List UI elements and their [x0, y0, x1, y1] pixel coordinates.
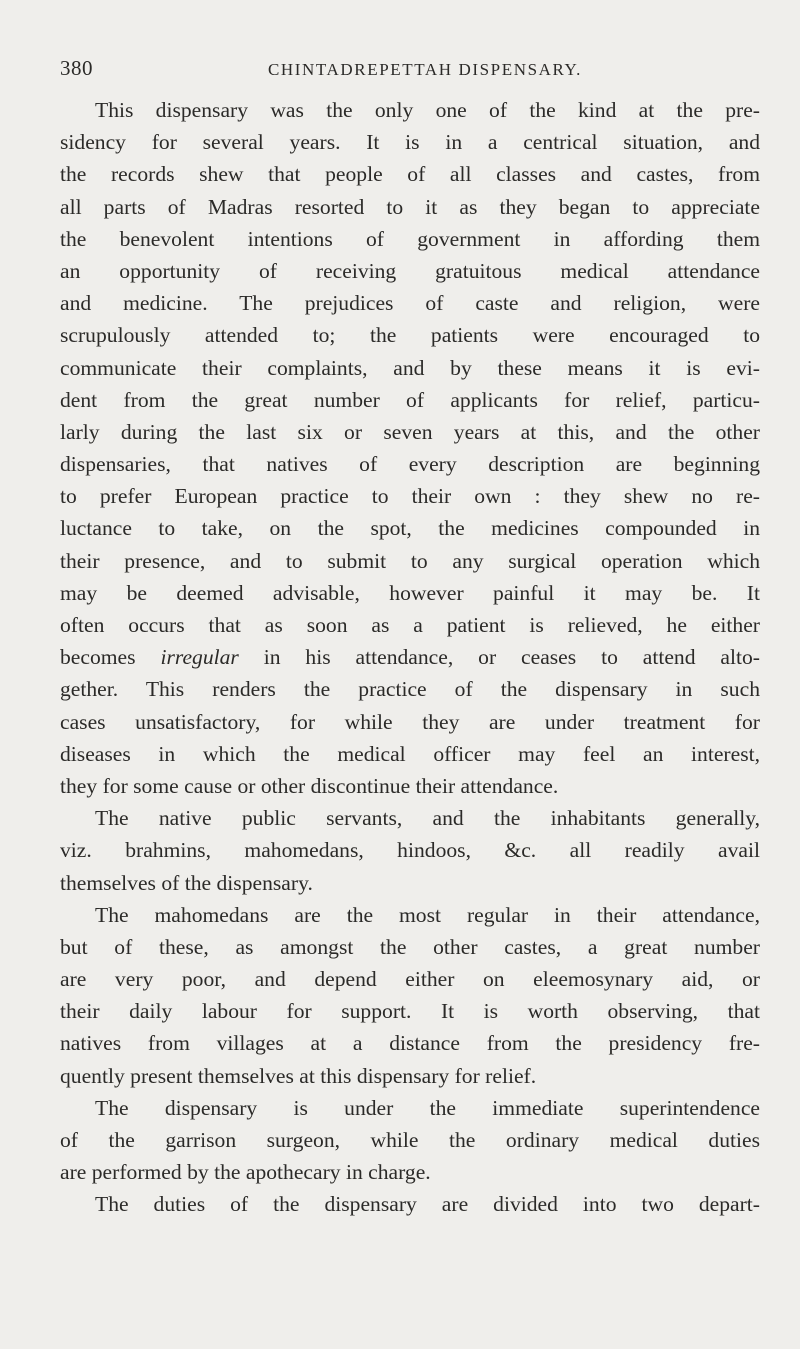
- text-line: The native public servants, and the inhabitants generally,: [95, 806, 760, 831]
- text-line: of the garrison surgeon, while the ordinary medical duties: [60, 1128, 760, 1152]
- text-line: quently present themselves at this dispensary for relief.: [60, 1063, 537, 1088]
- body-text: [60, 94, 760, 1221]
- text-line: the records shew that people of all classes and castes, from: [60, 162, 760, 187]
- text-line: dent from the great number of applicants for relief, particu-: [60, 387, 760, 412]
- text-line: The duties of the dispensary are divided into two depart-: [95, 1192, 760, 1217]
- text-line: gether. This renders the practice of the dispensary in such: [60, 677, 760, 702]
- text-line: an opportunity of receiving gratuitous medical attendance: [60, 258, 760, 283]
- text-line: and medicine. The prejudices of caste and religion, were: [60, 291, 760, 316]
- text-segment: becomes: [60, 645, 161, 670]
- page-header: [60, 56, 760, 86]
- text-line: themselves of the dispensary.: [60, 870, 313, 895]
- text-line: larly during the last six or seven years at this, and the other: [60, 419, 760, 444]
- text-line: the benevolent intentions of government in affording them: [60, 226, 760, 251]
- text-line: all parts of Madras resorted to it as they began to appreciate: [60, 194, 760, 219]
- text-line: may be deemed advisable, however painful it may be. It: [60, 580, 760, 605]
- text-line: are very poor, and depend either on eleemosynary aid, or: [60, 967, 760, 992]
- text-line: they for some cause or other discontinue their attendance.: [60, 773, 559, 798]
- text-line: often occurs that as soon as a patient is relieved, he either: [60, 613, 760, 637]
- text-line: natives from villages at a distance from the presidency fre-: [60, 1031, 760, 1056]
- text-line: luctance to take, on the spot, the medicines compounded in: [60, 516, 760, 541]
- text-line: but of these, as amongst the other castes, a great number: [60, 934, 760, 959]
- text-line: diseases in which the medical officer may feel an interest,: [60, 741, 760, 766]
- running-head: CHINTADREPETTAH DISPENSARY.: [267, 60, 583, 79]
- text-line: This dispensary was the only one of the kind at the pre-: [95, 98, 760, 122]
- text-line: to prefer European practice to their own : they shew no re-: [60, 484, 760, 509]
- text-line: sidency for several years. It is in a centrical situation, and: [60, 130, 760, 155]
- text-line: their daily labour for support. It is worth observing, that: [60, 999, 760, 1024]
- text-line: cases unsatisfactory, for while they are under treatment for: [60, 709, 760, 734]
- text-line: are performed by the apothecary in charge.: [60, 1160, 431, 1185]
- text-line: [60, 641, 760, 673]
- text-line: The dispensary is under the immediate superintendence: [95, 1095, 760, 1120]
- text-segment: in his attendance, or ceases to attend alto-: [238, 645, 760, 670]
- text-line: dispensaries, that natives of every description are beginning: [60, 452, 760, 477]
- text-line: The mahomedans are the most regular in their attendance,: [95, 902, 760, 927]
- page-number: 380: [60, 56, 93, 80]
- text-line: viz. brahmins, mahomedans, hindoos, &c. all readily avail: [60, 838, 760, 863]
- text-line: their presence, and to submit to any surgical operation which: [60, 548, 760, 573]
- italic-word: irregular: [160, 645, 239, 670]
- text-line: communicate their complaints, and by these means it is evi-: [60, 355, 760, 380]
- text-line: scrupulously attended to; the patients were encouraged to: [60, 323, 760, 348]
